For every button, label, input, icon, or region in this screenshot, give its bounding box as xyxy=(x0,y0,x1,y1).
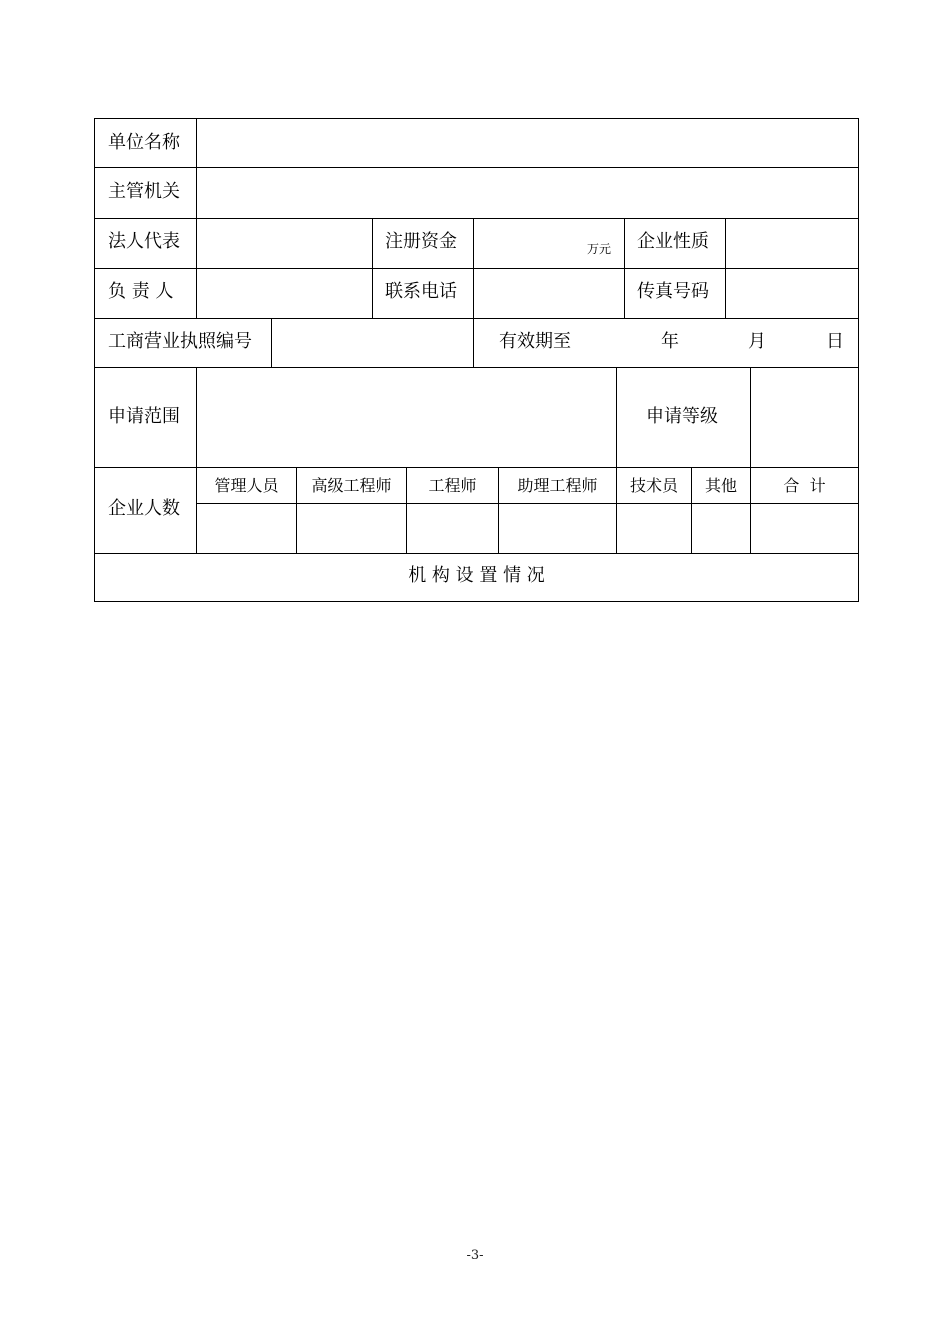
legal-rep-label: 法人代表 xyxy=(108,231,180,252)
grade-field[interactable] xyxy=(751,368,858,467)
page-number: -3- xyxy=(466,1248,484,1263)
enterprise-nature-field[interactable] xyxy=(726,219,858,268)
license-no-label: 工商营业执照编号 xyxy=(108,331,252,352)
staff-column-header: 技术员 xyxy=(629,476,678,495)
day-label: 日 xyxy=(826,331,844,352)
fax-field[interactable] xyxy=(726,269,858,318)
column-divider xyxy=(473,318,474,367)
row-divider xyxy=(95,467,858,468)
reg-capital-unit: 万元 xyxy=(587,242,612,256)
phone-field[interactable] xyxy=(474,269,624,318)
enterprise-nature-label: 企业性质 xyxy=(637,231,709,252)
year-label: 年 xyxy=(661,331,679,352)
reg-capital-label: 注册资金 xyxy=(385,231,457,252)
column-divider xyxy=(372,218,373,318)
valid-until-label: 有效期至 xyxy=(499,331,571,352)
authority-label: 主管机关 xyxy=(108,181,180,202)
staff-count-management-field[interactable] xyxy=(197,504,296,553)
authority-field[interactable] xyxy=(197,168,858,218)
row-divider xyxy=(95,318,858,319)
staff-column-header: 工程师 xyxy=(428,476,477,495)
person-in-charge-label: 负 责 人 xyxy=(108,281,174,302)
staff-count-engineer-field[interactable] xyxy=(407,504,498,553)
unit-name-field[interactable] xyxy=(197,119,858,167)
staff-count-assistant-engineer-field[interactable] xyxy=(499,504,616,553)
staff-count-other-field[interactable] xyxy=(692,504,750,553)
unit-name-label: 单位名称 xyxy=(108,132,180,153)
staff-column-header: 高级工程师 xyxy=(311,476,392,495)
scope-label: 申请范围 xyxy=(108,406,180,427)
staff-count-total-field[interactable] xyxy=(751,504,858,553)
staff-count-senior-engineer-field[interactable] xyxy=(297,504,406,553)
grade-label: 申请等级 xyxy=(646,406,718,427)
phone-label: 联系电话 xyxy=(385,281,457,302)
qualification-form xyxy=(94,118,859,602)
staff-count-technician-field[interactable] xyxy=(617,504,691,553)
month-label: 月 xyxy=(748,331,766,352)
staff-column-header: 助理工程师 xyxy=(517,476,598,495)
person-in-charge-field[interactable] xyxy=(197,269,372,318)
staff-column-header: 管理人员 xyxy=(214,476,279,495)
staff-column-header: 合 计 xyxy=(783,476,826,495)
headcount-label: 企业人数 xyxy=(108,498,180,519)
staff-column-header: 其他 xyxy=(704,476,737,495)
license-no-field[interactable] xyxy=(272,319,473,367)
fax-label: 传真号码 xyxy=(637,281,709,302)
legal-rep-field[interactable] xyxy=(197,219,372,268)
scope-field[interactable] xyxy=(197,368,616,467)
column-divider xyxy=(624,218,625,318)
row-divider xyxy=(95,553,858,554)
org-section-title: 机 构 设 置 情 况 xyxy=(408,565,545,586)
